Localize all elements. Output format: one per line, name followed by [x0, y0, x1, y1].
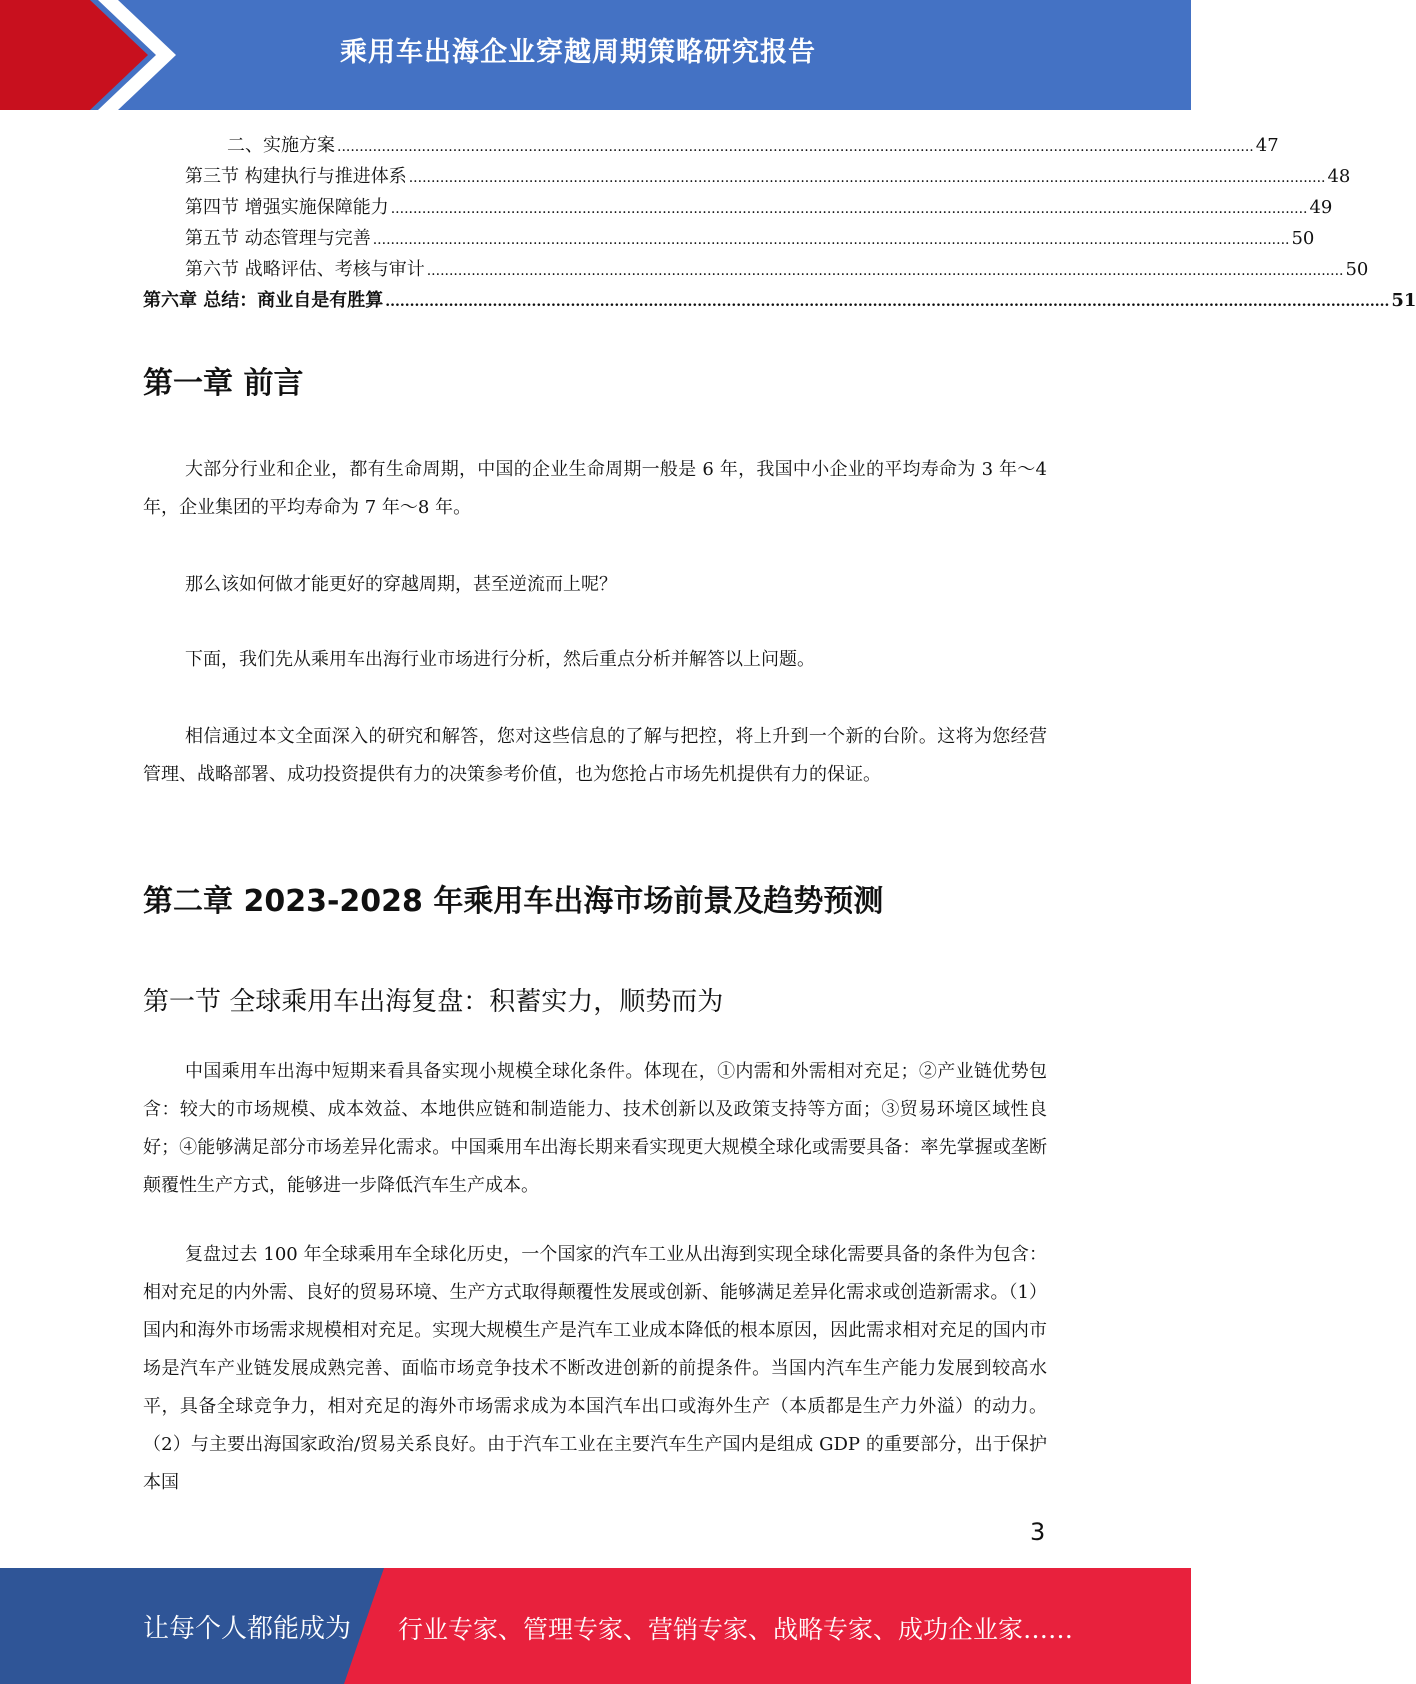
toc-entry-page: 47	[1255, 135, 1279, 156]
toc-entry-page: 50	[1291, 228, 1315, 249]
table-of-contents	[143, 130, 1416, 316]
toc-entry-label: 二、实施方案	[227, 135, 335, 156]
toc-entry-page: 50	[1345, 259, 1369, 280]
toc-entry-label: 第六章 总结：商业自是有胜算	[143, 290, 384, 311]
page-number: 3	[1030, 1518, 1046, 1546]
toc-leader-dots: ..............................................................................................................................................................................................................	[385, 294, 1390, 310]
toc-leader-dots: ..............................................................................................................................................................................................................	[337, 139, 1254, 155]
toc-entry-page: 51	[1391, 290, 1416, 311]
chapter-2-heading: 第二章 2023-2028 年乘用车出海市场前景及趋势预测	[143, 884, 884, 919]
toc-entry[interactable]	[143, 192, 1333, 223]
toc-leader-dots: ..............................................................................................................................................................................................................	[372, 232, 1290, 248]
toc-entry[interactable]	[143, 130, 1279, 161]
toc-leader-dots: ..............................................................................................................................................................................................................	[390, 201, 1308, 217]
chapter-1-paragraph: 大部分行业和企业，都有生命周期，中国的企业生命周期一般是 6 年，我国中小企业的平均寿命为 3 年～4 年，企业集团的平均寿命为 7 年～8 年。	[143, 459, 1047, 518]
header-title: 乘用车出海企业穿越周期策略研究报告	[340, 37, 816, 68]
chapter-1-paragraph: 下面，我们先从乘用车出海行业市场进行分析，然后重点分析并解答以上问题。	[185, 649, 815, 670]
footer-slogan-right: 行业专家、管理专家、营销专家、战略专家、成功企业家……	[398, 1615, 1074, 1644]
page-header	[0, 0, 1191, 110]
toc-leader-dots: ..............................................................................................................................................................................................................	[408, 170, 1326, 186]
toc-entry[interactable]	[143, 223, 1315, 254]
toc-entry[interactable]	[143, 285, 1416, 316]
toc-entry-label: 第五节 动态管理与完善	[185, 228, 371, 249]
page-footer	[0, 1568, 1191, 1684]
toc-entry[interactable]	[143, 161, 1351, 192]
toc-leader-dots: ..............................................................................................................................................................................................................	[426, 263, 1344, 279]
toc-entry-label: 第六节 战略评估、考核与审计	[185, 259, 425, 280]
toc-entry-label: 第四节 增强实施保障能力	[185, 197, 389, 218]
toc-entry-page: 49	[1309, 197, 1333, 218]
toc-entry-page: 48	[1327, 166, 1351, 187]
section-1-paragraph: 复盘过去 100 年全球乘用车全球化历史，一个国家的汽车工业从出海到实现全球化需要具备的条件为包含：相对充足的内外需、良好的贸易环境、生产方式取得颠覆性发展或创新、能够满足差异化需求或创造新需求。（1）国内和海外市场需求规模相对充足。实现大规模生产是汽车工业成本降低的根本原因，因此需求相对充足的国内市场是汽车产业链发展成熟完善、面临市场竞争技术不断改进创新的前提条件。当国内汽车生产能力发展到较高水平，具备全球竞争力，相对充足的海外市场需求成为本国汽车出口或海外生产（本质都是生产力外溢）的动力。 （2）与主要出海国家政治/贸易关系良好。由于汽车工业在主要汽车生产国内是组成 GDP 的重要部分，出于保护本国	[143, 1244, 1047, 1493]
section-1-heading: 第一节 全球乘用车出海复盘：积蓄实力，顺势而为	[143, 987, 724, 1017]
section-1-paragraph: 中国乘用车出海中短期来看具备实现小规模全球化条件。体现在，①内需和外需相对充足；②产业链优势包含：较大的市场规模、成本效益、本地供应链和制造能力、技术创新以及政策支持等方面；③贸易环境区域性良好；④能够满足部分市场差异化需求。中国乘用车出海长期来看实现更大规模全球化或需要具备：率先掌握或垄断颠覆性生产方式，能够进一步降低汽车生产成本。	[143, 1061, 1047, 1196]
toc-entry[interactable]	[143, 254, 1369, 285]
footer-slogan-left: 让每个人都能成为	[143, 1614, 352, 1644]
chapter-1-paragraph: 相信通过本文全面深入的研究和解答，您对这些信息的了解与把控，将上升到一个新的台阶。这将为您经营管理、战略部署、成功投资提供有力的决策参考价值，也为您抢占市场先机提供有力的保证。	[143, 726, 1047, 785]
chapter-1-heading: 第一章 前言	[143, 366, 304, 401]
toc-entry-label: 第三节 构建执行与推进体系	[185, 166, 407, 187]
chapter-1-paragraph: 那么该如何做才能更好的穿越周期，甚至逆流而上呢？	[185, 574, 617, 595]
